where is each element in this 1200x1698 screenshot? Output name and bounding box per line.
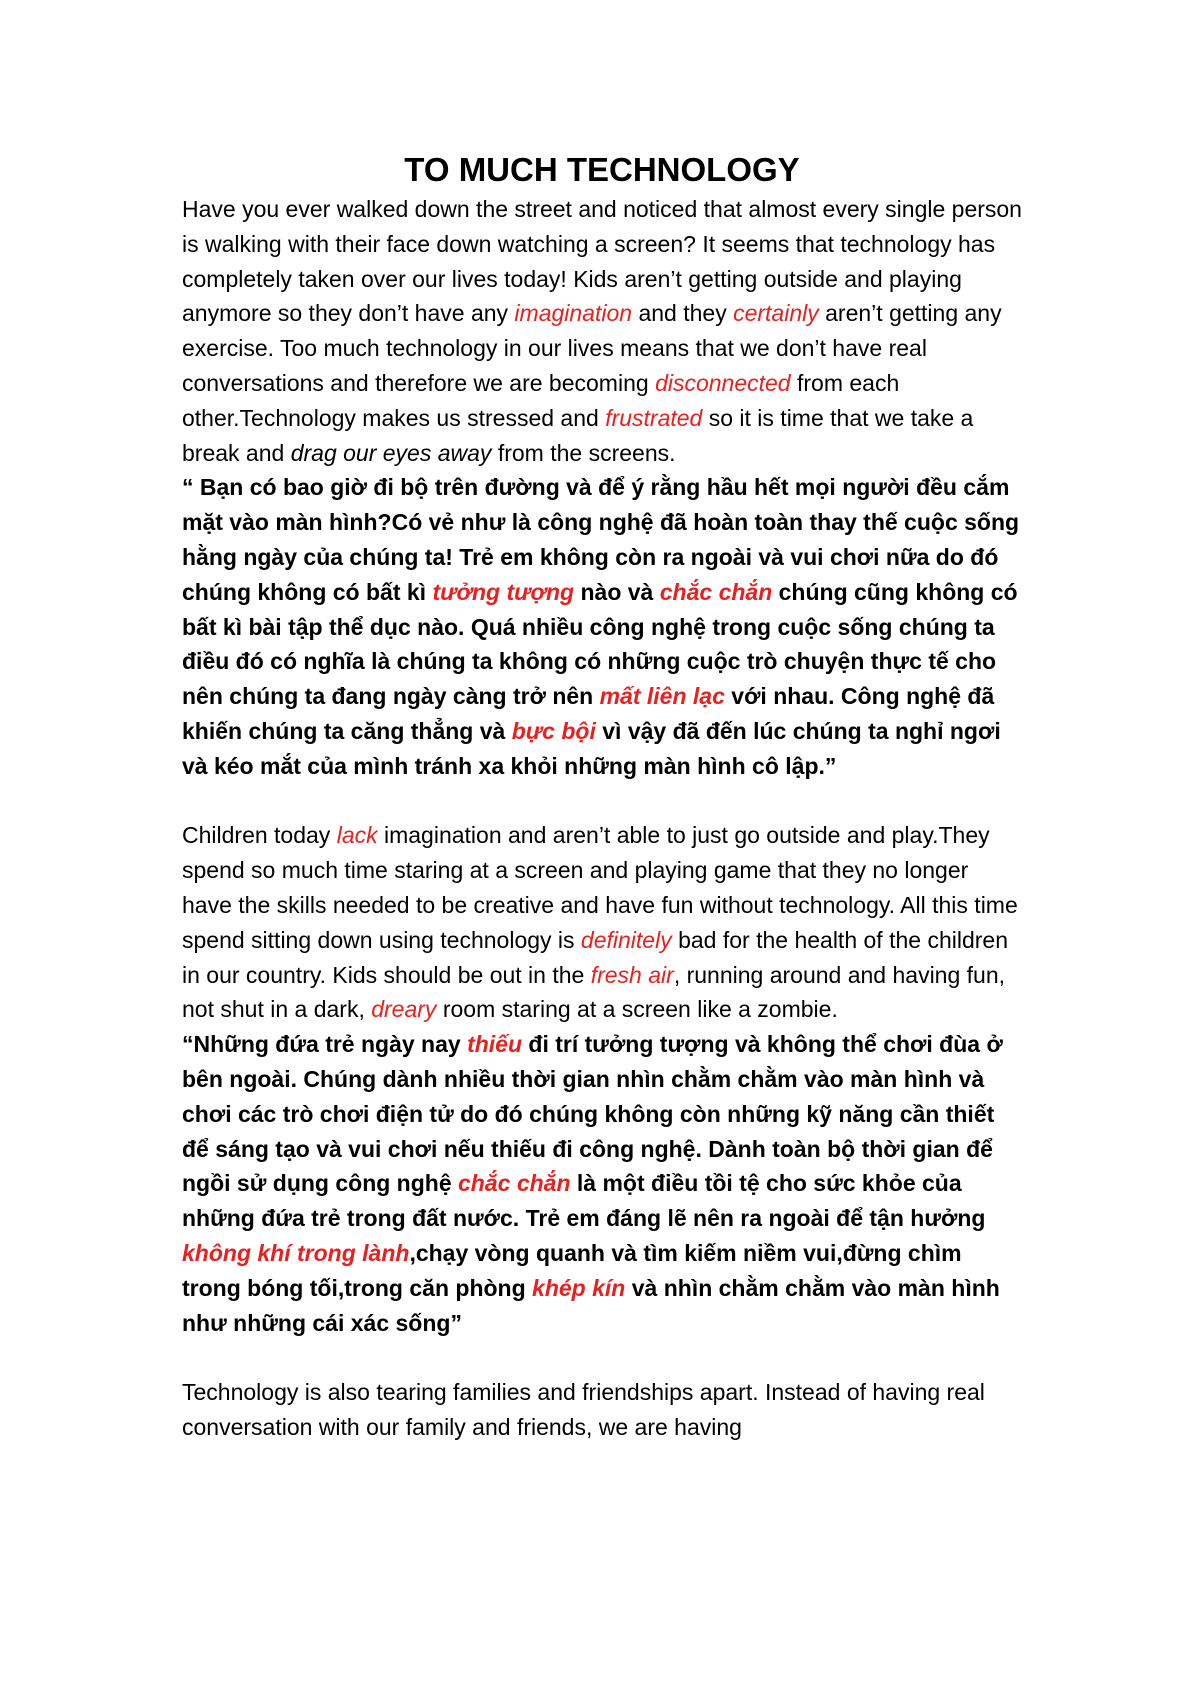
highlighted-word: certainly [733, 300, 819, 327]
highlighted-word: bực bội [511, 717, 596, 744]
highlighted-word: mất liên lạc [599, 683, 725, 710]
text-segment: Children today [182, 822, 337, 849]
text-segment: from the screens. [491, 439, 676, 466]
highlighted-word: disconnected [655, 369, 791, 396]
text-segment: from each other.Technology makes us stressed and [182, 369, 900, 431]
text-segment: Have you ever walked down the street and noticed that almost every single person is walking with their face down watching a screen? It seems that technology has completely taken over our lives today! Kids aren’t getting outside and playing anymore so they don’t have any [182, 196, 1022, 327]
highlighted-word: tưởng tượng [432, 578, 575, 605]
highlighted-word: thiếu [467, 1031, 523, 1058]
highlighted-word: imagination [514, 300, 633, 327]
text-segment: “ Bạn có bao giờ đi bộ trên đường và để ý rằng hầu hết mọi người đều cắm mặt vào màn hình?Có vẻ như là công nghệ đã hoàn toàn thay thế cuộc sống hằng ngày của chúng ta! Trẻ em không còn ra ngoài và vui chơi nữa do đó chúng không có bất kì [182, 474, 1020, 605]
highlighted-word: definitely [580, 926, 672, 953]
text-segment: aren’t getting any exercise. Too much technology in our lives means that we don’t have real conversations and therefore we are becoming [182, 300, 1002, 396]
text-segment: bad for the health of the children in our country. Kids should be out in the [182, 926, 1008, 988]
text-segment: so it is time that we take a break and [182, 404, 974, 466]
text-segment: với nhau. Công nghệ đã khiến chúng ta căng thẳng và [182, 683, 995, 744]
text-segment: Technology is also tearing families and friendships apart. Instead of having real conversation with our family and friends, we are having [182, 1379, 985, 1440]
highlighted-word: chắc chắn [458, 1170, 571, 1197]
highlighted-word: khép kín [532, 1274, 626, 1301]
text-segment: “Những đứa trẻ ngày nay [182, 1031, 468, 1058]
highlighted-word: fresh air [590, 961, 674, 988]
text-segment: đi trí tưởng tượng và không thể chơi đùa ở bên ngoài. Chúng dành nhiều thời gian nhìn chằm chằm vào màn hình và chơi các trò chơi điện tử do đó chúng không còn những kỹ năng cần thiết để sáng tạo và vui chơi nếu thiếu đi công nghệ. Dành toàn bộ thời gian để ngồi sử dụng công nghệ [182, 1031, 1003, 1197]
text-segment: là một điều tồi tệ cho sức khỏe của những đứa trẻ trong đất nước. Trẻ em đáng lẽ nên ra ngoài để tận hưởng [182, 1170, 986, 1232]
highlighted-word: frustrated [605, 404, 703, 431]
text-segment: imagination and aren’t able to just go outside and play.They spend so much time staring at a screen and playing game that they no longer have the skills needed to be creative and have fun without technology. All this time spend sitting down using technology is [182, 822, 1018, 953]
vietnamese-paragraph [182, 470, 1022, 783]
document-page [182, 148, 1022, 1445]
highlighted-word: không khí trong lành [182, 1239, 410, 1266]
english-paragraph [182, 818, 1022, 1027]
paragraph-gap [182, 1340, 1022, 1375]
document-body [182, 192, 1022, 1445]
text-segment: nào và [574, 578, 660, 605]
text-segment: và nhìn chằm chằm vào màn hình như những cái xác sống” [182, 1274, 1000, 1336]
paragraph-gap [182, 784, 1022, 819]
vietnamese-paragraph [182, 1027, 1022, 1340]
text-segment: room staring at a screen like a zombie. [436, 996, 838, 1023]
highlighted-word: chắc chắn [659, 578, 773, 605]
text-segment: ,chạy vòng quanh và tìm kiếm niềm vui,đừng chìm trong bóng tối,trong căn phòng [182, 1239, 962, 1301]
document-title: TO MUCH TECHNOLOGY [404, 151, 800, 188]
text-segment: , running around and having fun, not shut in a dark, [182, 961, 1006, 1023]
highlighted-word: dreary [371, 996, 437, 1023]
italic-phrase: drag our eyes away [290, 439, 492, 466]
highlighted-word: lack [336, 822, 378, 849]
text-segment: and they [632, 300, 734, 327]
text-segment: chúng cũng không có bất kì bài tập thể dục nào. Quá nhiều công nghệ trong cuộc sống chúng ta điều đó có nghĩa là chúng ta không có những cuộc trò chuyện thực tế cho nên chúng ta đang ngày càng trở nên [182, 578, 1018, 710]
text-segment: vì vậy đã đến lúc chúng ta nghỉ ngơi và kéo mắt của mình tránh xa khỏi những màn hình cô lập.” [182, 717, 1001, 779]
english-paragraph [182, 1375, 1022, 1445]
english-paragraph [182, 192, 1022, 470]
